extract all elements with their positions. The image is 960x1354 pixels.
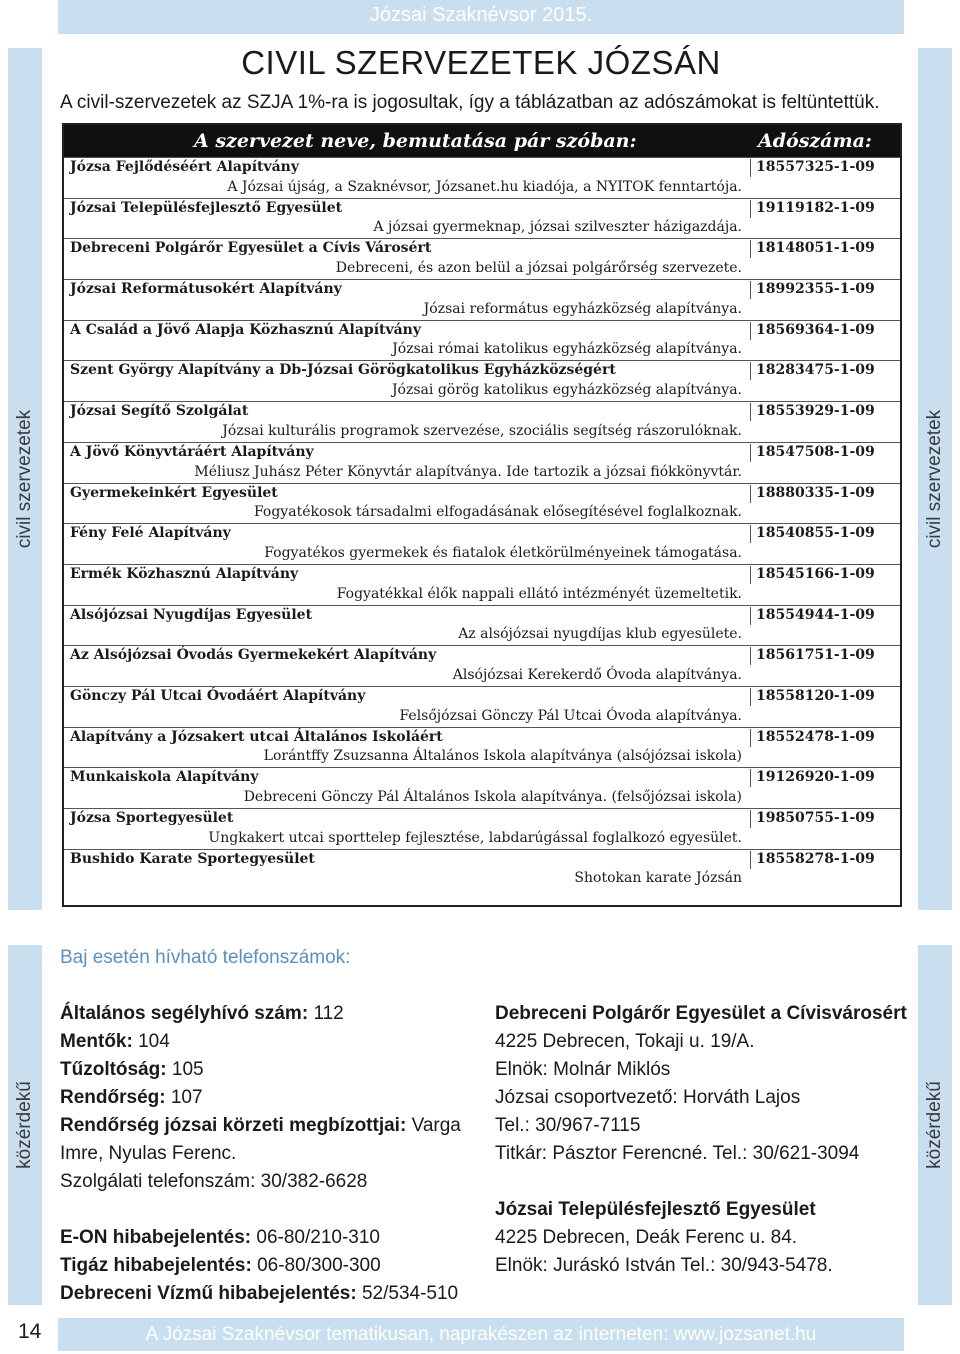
- org-description: Lorántffy Zsuzsanna Általános Iskola alapítványa (alsójózsai iskola): [263, 748, 742, 765]
- district-label: Rendőrség józsai körzeti megbízottjai:: [60, 1115, 407, 1136]
- org-description: Felsőjózsai Gönczy Pál Utcai Óvoda alapítványa.: [399, 707, 742, 724]
- org-name: Gönczy Pál Utcai Óvodáért Alapítvány: [70, 687, 366, 704]
- side-label: civil szervezetek: [14, 409, 35, 549]
- org-description: Méliusz Juhász Péter Könyvtár alapítványa. Ide tartozik a józsai fiókkönyvtár.: [194, 463, 742, 480]
- org-description-row: [64, 503, 900, 523]
- table-row: [64, 238, 900, 259]
- org-description-row: [64, 869, 900, 889]
- org1-leader: Józsai csoportvezető: Horváth Lajos: [495, 1087, 801, 1108]
- org-description: Józsai görög katolikus egyházközség alapítványa.: [391, 382, 742, 399]
- org-description: Ungkakert utcai sporttelep fejlesztése, labdarúgással foglalkozó egyesület.: [208, 829, 742, 846]
- page-title: CIVIL SZERVEZETEK JÓZSÁN: [241, 44, 721, 81]
- org-description: Shotokan karate Józsán: [574, 870, 742, 887]
- table-row: [64, 645, 900, 666]
- service-phone: Szolgálati telefonszám: 30/382-6628: [60, 1171, 368, 1192]
- header-name: A szervezet neve, bemutatása pár szóban:: [194, 130, 637, 152]
- fire-line: [60, 1056, 480, 1084]
- police-line: [60, 1084, 480, 1112]
- org-description: Az alsójózsai nyugdíjas klub egyesülete.: [458, 626, 742, 643]
- org-description-row: [64, 747, 900, 767]
- org-description-row: [64, 625, 900, 645]
- emergency-right-column: [495, 1000, 915, 1280]
- org-description-row: [64, 381, 900, 401]
- ambulance-label: Mentők:: [60, 1031, 133, 1052]
- org2-title: Józsai Településfejlesztő Egyesület: [495, 1199, 816, 1220]
- side-label: civil szervezetek: [924, 409, 945, 549]
- tigaz-label: Tigáz hibabejelentés:: [60, 1255, 252, 1276]
- org-tax-number: 18554944-1-09: [750, 607, 875, 625]
- org-description-row: [64, 463, 900, 483]
- eon-label: E-ON hibabejelentés:: [60, 1227, 252, 1248]
- fire-label: Tűzoltóság:: [60, 1059, 167, 1080]
- police-value: 107: [170, 1087, 203, 1108]
- org-description-row: [64, 829, 900, 849]
- org-name: Gyermekeinkért Egyesület: [70, 484, 278, 501]
- org-description: Józsai református egyházközség alapítványa.: [423, 300, 742, 317]
- ambulance-line: [60, 1028, 480, 1056]
- org-tax-number: 18558120-1-09: [750, 688, 875, 706]
- table-row: [64, 157, 900, 178]
- side-label: közérdekű: [14, 1081, 35, 1169]
- org-name: Debreceni Polgárőr Egyesület a Cívis Városért: [70, 240, 432, 257]
- org-description: Alsójózsai Kerekerdő Óvoda alapítványa.: [452, 666, 742, 683]
- header-tax: Adószáma:: [758, 130, 872, 152]
- org-description-row: [64, 300, 900, 320]
- page-number: 14: [18, 1320, 42, 1343]
- table-header: [64, 125, 900, 157]
- org-description-row: [64, 178, 900, 198]
- footer-bar: [58, 1318, 904, 1351]
- table-row: [64, 523, 900, 544]
- org-tax-number: 19119182-1-09: [750, 200, 875, 218]
- org-name: Alsójózsai Nyugdíjas Egyesület: [70, 606, 313, 623]
- org-name: Józsai Településfejlesztő Egyesület: [70, 199, 343, 216]
- org-tax-number: 18283475-1-09: [750, 362, 875, 380]
- org-name: Alapítvány a Józsakert utcai Általános Iskoláért: [70, 728, 443, 745]
- table-row: [64, 564, 900, 585]
- table-body: [64, 157, 900, 889]
- side-tab-left-bottom: [8, 945, 42, 1305]
- org-name: Fény Felé Alapítvány: [70, 525, 231, 542]
- org-description: Fogyatékos gyermekek és fiatalok életkörülményeinek támogatása.: [264, 544, 742, 561]
- org-description-row: [64, 707, 900, 727]
- org-tax-number: 18148051-1-09: [750, 240, 875, 258]
- org-name: A Család a Jövő Alapja Közhasznú Alapítvány: [70, 321, 421, 338]
- org-tax-number: 18540855-1-09: [750, 525, 875, 543]
- ambulance-value: 104: [138, 1031, 170, 1052]
- general-line: [60, 1000, 480, 1028]
- org2-address: 4225 Debrecen, Deák Ferenc u. 84.: [495, 1227, 798, 1248]
- tigaz-value: 06-80/300-300: [257, 1255, 381, 1276]
- org-description: Józsai kulturális programok szervezése, szociális segítség rászorulóknak.: [222, 422, 742, 439]
- org-description-row: [64, 422, 900, 442]
- district-value: Varga: [411, 1115, 461, 1136]
- header-bar: [58, 0, 904, 34]
- side-tab-right-bottom: [918, 945, 952, 1305]
- org-description: Fogyatékosok társadalmi elfogadásának elősegítésével foglalkoznak.: [253, 504, 742, 521]
- fire-value: 105: [171, 1059, 204, 1080]
- side-label: közérdekű: [924, 1081, 945, 1169]
- org-tax-number: 18569364-1-09: [750, 322, 875, 340]
- table-row: [64, 808, 900, 829]
- org-tax-number: 18552478-1-09: [750, 729, 875, 747]
- water-label: Debreceni Vízmű hibabejelentés:: [60, 1283, 357, 1304]
- table-row: [64, 401, 900, 422]
- org1-title: Debreceni Polgárőr Egyesület a Cívisvárosért: [495, 1003, 907, 1024]
- org-description: Debreceni Gönczy Pál Általános Iskola alapítványa. (felsőjózsai iskola): [243, 789, 742, 805]
- org-name: Józsai Segítő Szolgálat: [70, 403, 249, 420]
- org-description-row: [64, 544, 900, 564]
- org-tax-number: 18553929-1-09: [750, 403, 875, 421]
- eon-line: [60, 1224, 480, 1252]
- org-description-row: [64, 340, 900, 360]
- table-row: [64, 849, 900, 870]
- eon-value: 06-80/210-310: [256, 1227, 380, 1248]
- side-tab-left-top: [8, 48, 42, 910]
- emergency-title: Baj esetén hívható telefonszámok:: [60, 947, 351, 968]
- table-row: [64, 442, 900, 463]
- org-name: Józsa Fejlődéséért Alapítvány: [70, 159, 299, 175]
- general-value: 112: [313, 1003, 344, 1024]
- org-tax-number: 18557325-1-09: [750, 159, 875, 177]
- org2-president: Elnök: Juráskó István Tel.: 30/943-5478.: [495, 1255, 833, 1276]
- water-value: 52/534-510: [361, 1283, 459, 1304]
- table-row: [64, 360, 900, 381]
- org1-president: Elnök: Molnár Miklós: [495, 1059, 671, 1080]
- district-line: [60, 1112, 480, 1140]
- org-description: Debreceni, és azon belül a józsai polgárőrség szervezete.: [335, 260, 742, 277]
- table-row: [64, 767, 900, 788]
- police-label: Rendőrség:: [60, 1087, 166, 1108]
- org-name: Szent György Alapítvány a Db-Józsai Görögkatolikus Egyházközségért: [70, 362, 616, 379]
- org-description: A Józsai újság, a Szaknévsor, Józsanet.hu kiadója, a NYITOK fenntartója.: [227, 178, 742, 195]
- org-description: Fogyatékkal élők nappali ellátó intézményét üzemeltetik.: [336, 585, 742, 602]
- organizations-table: [62, 123, 902, 907]
- org-name: Munkaiskola Alapítvány: [70, 769, 259, 786]
- general-label: Általános segélyhívó szám:: [60, 1003, 309, 1024]
- table-row: [64, 279, 900, 300]
- org-name: A Jövő Könyvtáráért Alapítvány: [70, 443, 314, 460]
- org-description-row: [64, 259, 900, 279]
- table-row: [64, 483, 900, 504]
- table-row: [64, 605, 900, 626]
- water-line: [60, 1280, 480, 1308]
- org-tax-number: 18992355-1-09: [750, 281, 875, 299]
- org-name: Az Alsójózsai Óvodás Gyermekekért Alapítvány: [70, 647, 437, 664]
- intro-text: A civil-szervezetek az SZJA 1%-ra is jogosultak, így a táblázatban az adószámokat is feltüntettük.: [60, 92, 880, 113]
- footer-text: A Józsai Szaknévsor tematikusan, naprakészen az interneten: www.jozsanet.hu: [145, 1324, 817, 1345]
- table-row: [64, 320, 900, 341]
- org-name: Józsai Reformátusokért Alapítvány: [70, 281, 342, 298]
- org-name: Józsa Sportegyesület: [70, 810, 234, 826]
- tigaz-line: [60, 1252, 480, 1280]
- table-row: [64, 198, 900, 219]
- org-tax-number: 19850755-1-09: [750, 810, 875, 828]
- side-tab-right-top: [918, 48, 952, 910]
- org-name: Ermék Közhasznú Alapítvány: [70, 565, 299, 582]
- org-tax-number: 19126920-1-09: [750, 769, 875, 787]
- org-description: Józsai római katolikus egyházközség alapítványa.: [392, 341, 742, 358]
- org-description-row: [64, 666, 900, 686]
- org1-secretary: Titkár: Pásztor Ferencné. Tel.: 30/621-3094: [495, 1143, 860, 1164]
- table-row: [64, 686, 900, 707]
- org-description: A józsai gyermeknap, józsai szilveszter házigazdája.: [373, 219, 742, 236]
- org-tax-number: 18545166-1-09: [750, 566, 875, 584]
- org1-address: 4225 Debrecen, Tokaji u. 19/A.: [495, 1031, 755, 1052]
- org1-phone: Tel.: 30/967-7115: [495, 1115, 641, 1136]
- org-name: Bushido Karate Sportegyesület: [70, 850, 315, 867]
- org-tax-number: 18561751-1-09: [750, 647, 875, 665]
- org-description-row: [64, 585, 900, 605]
- emergency-left-column: [60, 1000, 480, 1308]
- org-description-row: [64, 788, 900, 808]
- org-tax-number: 18880335-1-09: [750, 485, 875, 503]
- series-title: Józsai Szaknévsor 2015.: [369, 4, 593, 26]
- org-tax-number: 18558278-1-09: [750, 851, 875, 869]
- table-row: [64, 727, 900, 748]
- org-tax-number: 18547508-1-09: [750, 444, 875, 462]
- district-line-2: Imre, Nyulas Ferenc.: [60, 1143, 237, 1164]
- org-description-row: [64, 218, 900, 238]
